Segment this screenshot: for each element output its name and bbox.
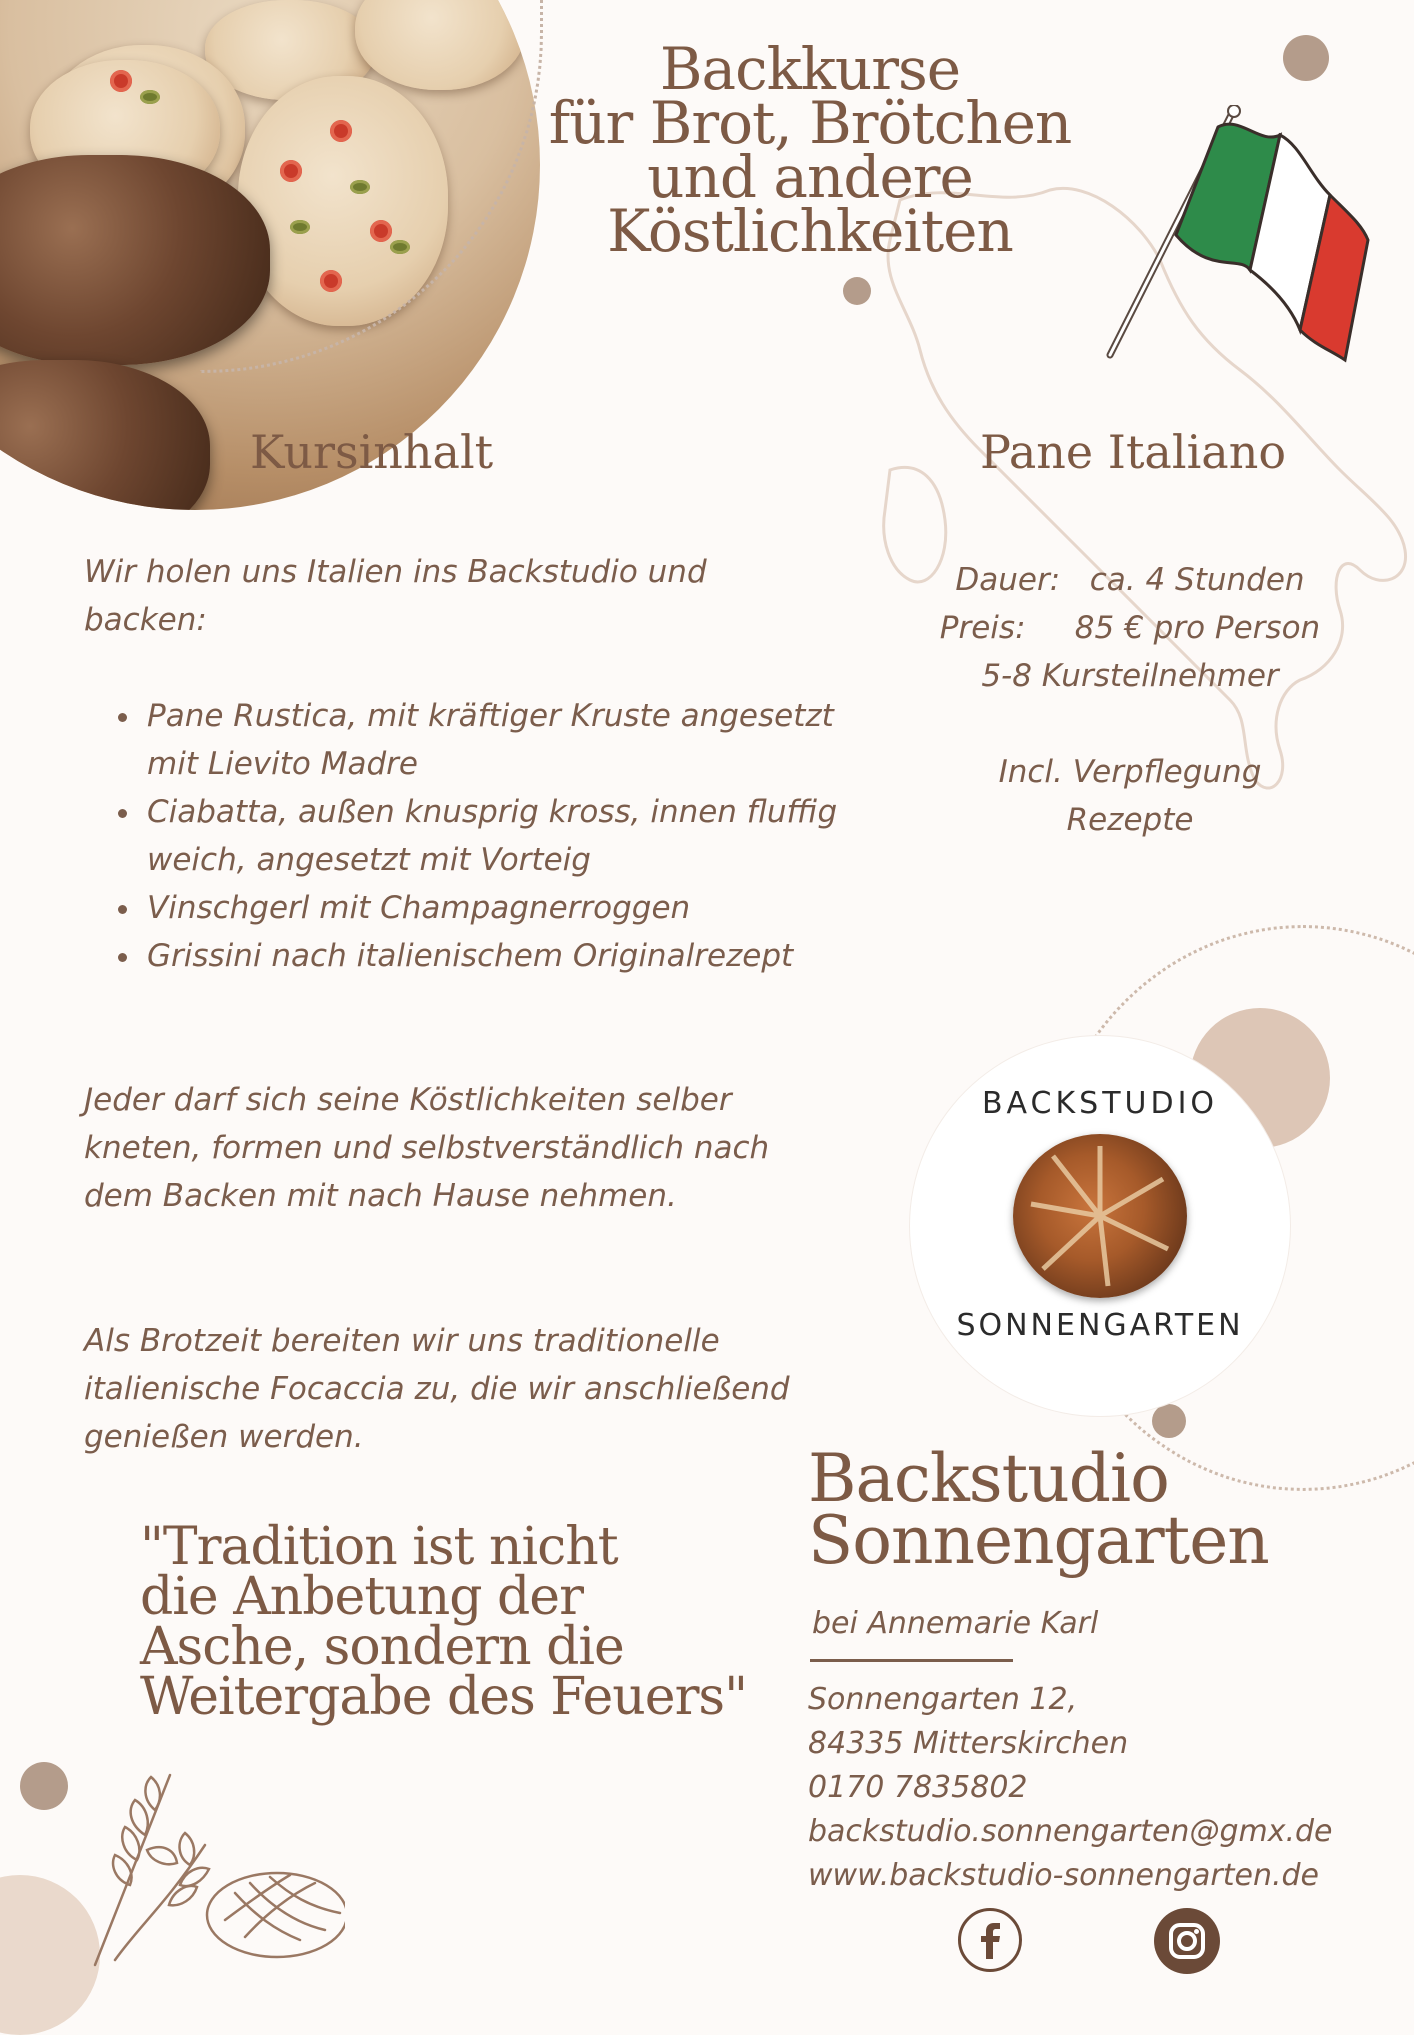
wheat-bread-icon (85, 1765, 345, 1970)
logo-top-text: BACKSTUDIO (981, 1086, 1219, 1121)
studio-name (808, 1440, 1269, 1579)
phone-number: 0170 7835802 (808, 1770, 1028, 1805)
course-info (900, 556, 1360, 844)
dot-top-right (1283, 35, 1329, 81)
included-text: Rezepte (1066, 802, 1194, 838)
address-line: Sonnengarten 12, (808, 1682, 1078, 1717)
bread-image (1013, 1134, 1187, 1298)
title-line: Backkurse (659, 35, 961, 103)
kursinhalt-heading: Kursinhalt (250, 425, 494, 479)
included-text: Incl. Verpflegung (998, 754, 1262, 790)
quote-line: Asche, sondern die (140, 1617, 624, 1677)
list-item: • Pane Rustica, mit kräftiger Kruste angesetzt mit Lievito Madre (143, 692, 863, 788)
backstudio-logo (910, 1036, 1290, 1416)
list-item: • Vinschgerl mit Champagnerroggen (143, 884, 863, 932)
studio-name-line: Sonnengarten (808, 1502, 1269, 1579)
title-line: für Brot, Brötchen (548, 89, 1072, 157)
kursinhalt-intro: Wir holen uns Italien ins Backstudio und backen: (84, 554, 707, 638)
list-item: • Grissini nach italienischem Originalrezept (143, 932, 863, 980)
course-items-list (105, 692, 863, 980)
website-link[interactable]: www.backstudio-sonnengarten.de (808, 1858, 1319, 1893)
quote (140, 1517, 748, 1727)
duration-text: Dauer: ca. 4 Stunden (955, 562, 1305, 598)
participants-text: 5-8 Kursteilnehmer (981, 658, 1279, 694)
divider (810, 1659, 1013, 1662)
quote-line: Weitergabe des Feuers" (140, 1667, 748, 1727)
email-link[interactable]: backstudio.sonnengarten@gmx.de (808, 1814, 1333, 1849)
dot-below-title (843, 277, 871, 305)
italian-flag-icon (1100, 105, 1370, 365)
kursinhalt-paragraph: Als Brotzeit bereiten wir uns traditionelle italienische Focaccia zu, die wir anschließend genießen werden. (84, 1323, 790, 1455)
page-title (540, 35, 1080, 265)
facebook-icon[interactable] (958, 1908, 1022, 1972)
studio-name-line: Backstudio (808, 1440, 1169, 1517)
list-item: • Ciabatta, außen knusprig kross, innen fluffig weich, angesetzt mit Vorteig (143, 788, 863, 884)
dot-bottom-left (20, 1762, 68, 1810)
instagram-icon[interactable] (1154, 1908, 1220, 1974)
contact-info (808, 1678, 1333, 1898)
dot-near-logo (1152, 1404, 1186, 1438)
kursinhalt-paragraph: Jeder darf sich seine Köstlichkeiten selber kneten, formen und selbstverständlich nach dem Backen mit nach Hause nehmen. (84, 1082, 770, 1214)
title-line: und andere (647, 143, 973, 211)
title-line: Köstlichkeiten (607, 197, 1013, 265)
quote-line: "Tradition ist nicht (140, 1517, 618, 1577)
price-text: Preis: 85 € pro Person (939, 610, 1321, 646)
pane-italiano-heading: Pane Italiano (980, 425, 1287, 479)
address-line: 84335 Mitterskirchen (808, 1726, 1129, 1761)
logo-bottom-text: SONNENGARTEN (956, 1308, 1244, 1343)
studio-subtitle: bei Annemarie Karl (812, 1606, 1099, 1641)
quote-line: die Anbetung der (140, 1567, 583, 1627)
